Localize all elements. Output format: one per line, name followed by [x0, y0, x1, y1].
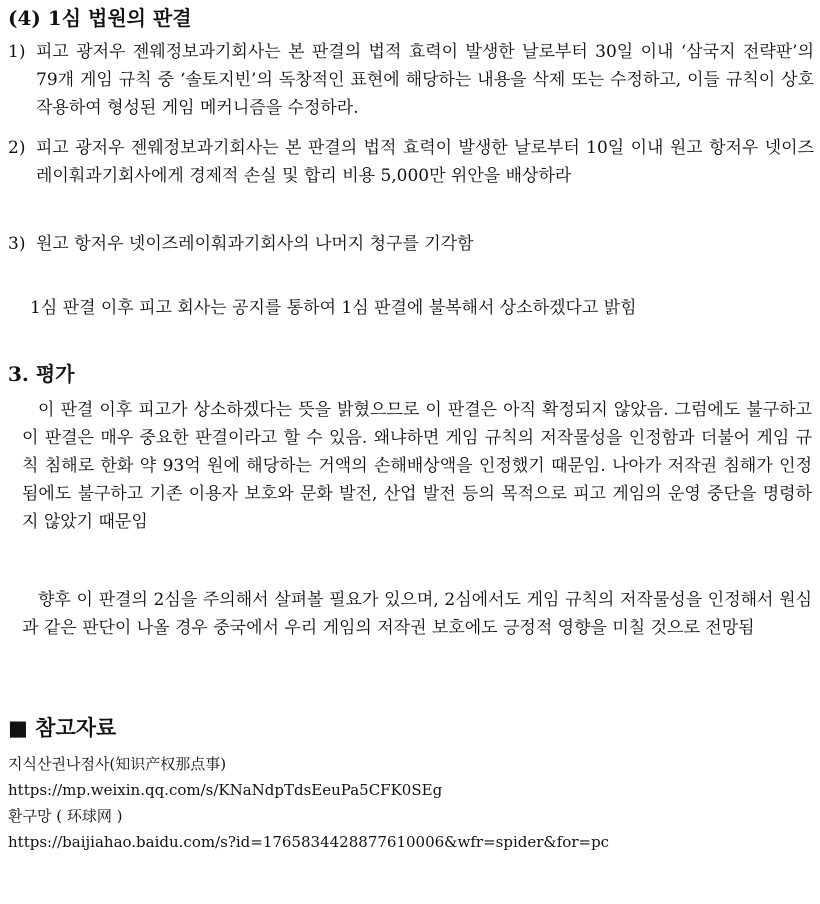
evaluation-paragraph-2: 향후 이 판결의 2심을 주의해서 살펴볼 필요가 있으며, 2심에서도 게임 규칙의 저작물성을 인정해서 원심과 같은 판단이 나올 경우 중국에서 우리 게임의 저작권 보호에도 긍정적 영향을 미칠 것으로 전망됨: [22, 590, 812, 638]
ruling-item-text: 원고 항저우 넷이즈레이훠과기회사의 나머지 청구를 기각함: [36, 234, 474, 254]
ruling-item-number: 3): [8, 234, 26, 254]
ruling-item-number: 1): [8, 42, 26, 62]
appeal-note: 1심 판결 이후 피고 회사는 공지를 통하여 1심 판결에 불복해서 상소하겠다고 밝힘: [30, 298, 637, 318]
ruling-item-1: [8, 38, 814, 122]
reference-link[interactable]: https://mp.weixin.qq.com/s/KNaNdpTdsEeuPa5CFK0SEg: [8, 781, 443, 799]
reference-link[interactable]: https://baijiahao.baidu.com/s?id=1765834428877610006&wfr=spider&for=pc: [8, 833, 610, 851]
ruling-item-3: [8, 230, 814, 258]
evaluation-paragraph-1: 이 판결 이후 피고가 상소하겠다는 뜻을 밝혔으므로 이 판결은 아직 확정되지 않았음. 그럼에도 불구하고 이 판결은 매우 중요한 판결이라고 할 수 있음. 왜냐하면 게임 규칙의 저작물성을 인정함과 더불어 게임 규칙 침해로 한화 약 93억 원에 해당하는 거액의 손해배상액을 인정했기 때문임. 나아가 저작권 침해가 인정됨에도 불구하고 기존 이용자 보호와 문화 발전, 산업 발전 등의 목적으로 피고 게임의 운영 중단을 명령하지 않았기 때문임: [22, 400, 812, 532]
ruling-item-text: 피고 광저우 젠웨정보과기회사는 본 판결의 법적 효력이 발생한 날로부터 30일 이내 ‘삼국지 전략판’의 79개 게임 규칙 중 ‘솔토지빈’의 독창적인 표현에 해당하는 내용을 삭제 또는 수정하고, 이들 규칙이 상호 작용하여 형성된 게임 메커니즘을 수정하라.: [36, 42, 814, 118]
section-4-heading: (4) 1심 법원의 판결: [8, 6, 192, 30]
reference-source: 지식산권나점사(知识产权那点事): [8, 755, 227, 773]
references-heading: ■ 참고자료: [8, 715, 117, 740]
ruling-item-2: [8, 134, 814, 190]
reference-source: 환구망 ( 环球网 ): [8, 807, 123, 825]
section-3-heading: 3. 평가: [8, 362, 75, 386]
ruling-item-number: 2): [8, 138, 26, 158]
ruling-item-text: 피고 광저우 젠웨정보과기회사는 본 판결의 법적 효력이 발생한 날로부터 10일 이내 원고 항저우 넷이즈레이훠과기회사에게 경제적 손실 및 합리 비용 5,000만 위안을 배상하라: [36, 138, 814, 186]
